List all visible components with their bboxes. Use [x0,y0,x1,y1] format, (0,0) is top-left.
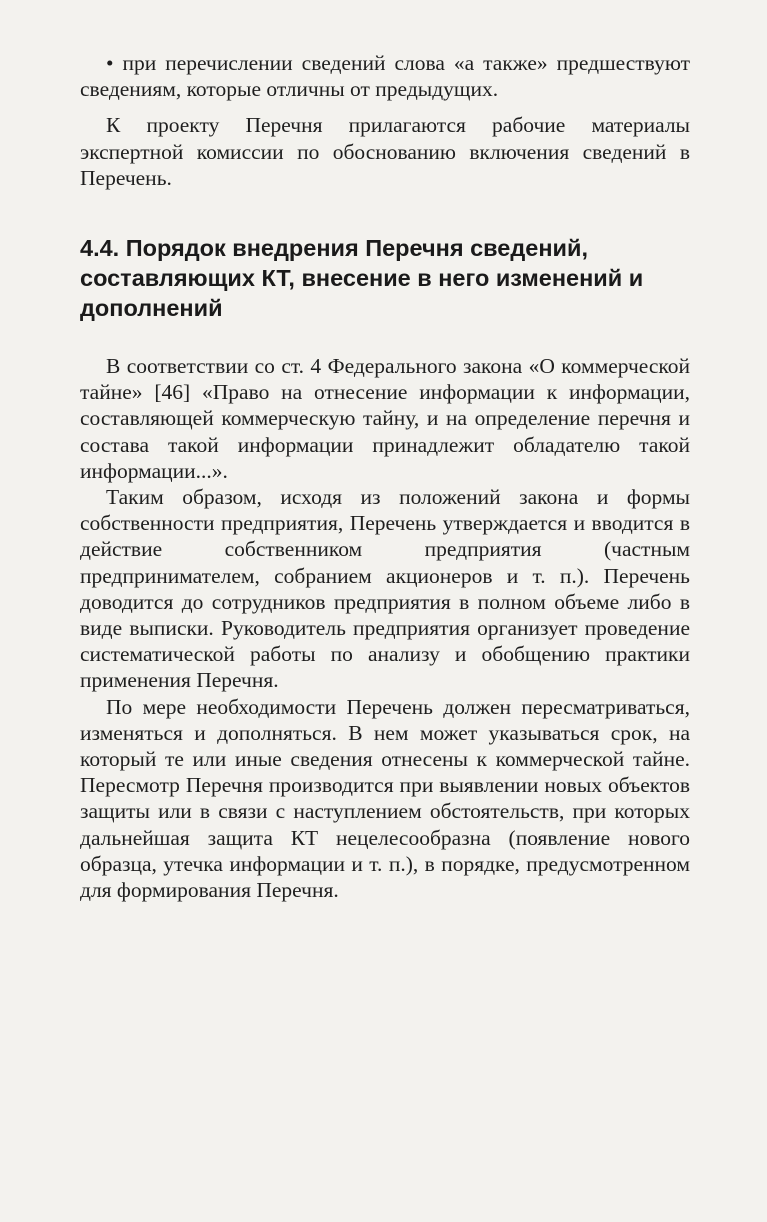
page-text [80,50,690,903]
section-heading: 4.4. Порядок внедрения Перечня сведений, составляющих КТ, внесение в него изменений и дополнений [80,235,644,322]
paragraph-law-quote: В соответствии со ст. 4 Федерального закона «О коммерческой тайне» [46] «Право на отнесение информации к информации, составляющей коммерческую тайну, и на определение перечня и состава такой информации принадлежит обладателю такой информации...». [80,354,690,483]
bullet-item: • при перечислении сведений слова «а также» предшествуют сведениям, которые отличны от предыдущих. [80,51,690,102]
paragraph-revision: По мере необходимости Перечень должен пересматриваться, изменяться и дополняться. В нем может указываться срок, на который те или иные сведения отнесены к коммерческой тайне. Пересмотр Перечня производится при выявлении новых объектов защиты или в связи с наступлением обстоятельств, при которых дальнейшая защита КТ нецелесообразна (появление нового образца, утечка информации и т. п.), в порядке, предусмотренном для формирования Перечня. [80,694,690,903]
paragraph-implementation: Таким образом, исходя из положений закона и формы собственности предприятия, Перечень утверждается и вводится в действие собственником предприятия (частным предпринимателем, собранием акционеров и т. п.). Перечень доводится до сотрудников предприятия в полном объеме либо в виде выписки. Руководитель предприятия организует проведение систематической работы по анализу и обобщению практики применения Перечня. [80,485,690,693]
paragraph-attachments: К проекту Перечня прилагаются рабочие материалы экспертной комиссии по обоснованию включения сведений в Перечень. [80,113,690,190]
